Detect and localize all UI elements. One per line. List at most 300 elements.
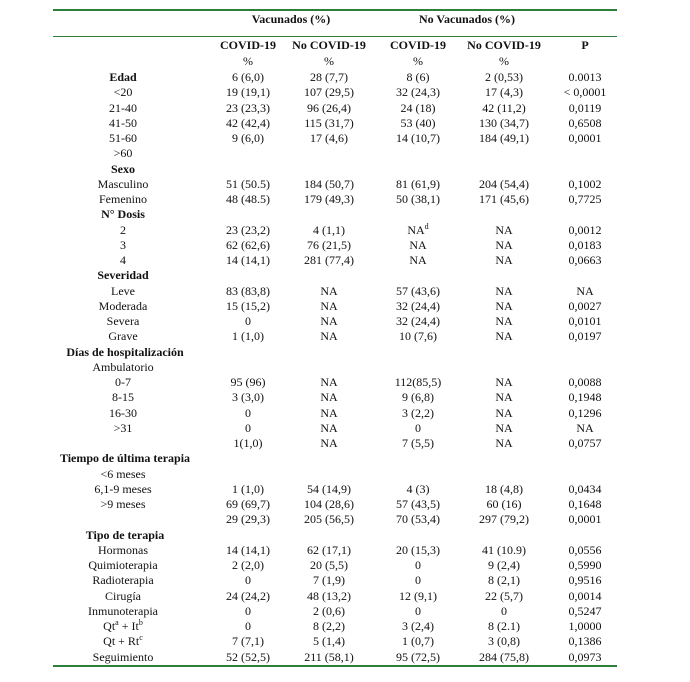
- table-cell: [289, 497, 369, 512]
- table-row: [53, 101, 617, 116]
- section-label: N° Dosis: [101, 207, 145, 222]
- table-row: [53, 619, 617, 634]
- table-row: [53, 360, 617, 375]
- bottom-rule: [53, 665, 617, 667]
- table-row: [53, 162, 617, 177]
- cell-value: 50 (38,1): [396, 192, 440, 206]
- cell-value: 14 (14,1): [226, 542, 270, 557]
- table-cell: [289, 131, 369, 146]
- table-cell: [383, 650, 453, 665]
- cell-value: NA: [320, 314, 338, 328]
- table-row: [53, 543, 617, 558]
- table-row: [53, 253, 617, 268]
- table-cell: [289, 650, 369, 665]
- cell-value: 0.0013: [568, 70, 602, 84]
- cell-value: 8 (2,2): [313, 619, 345, 633]
- col-header: No COVID-19: [292, 38, 366, 52]
- col-header: P: [581, 38, 589, 52]
- cell-value: 83 (83,8): [226, 283, 270, 298]
- cell-value: 0: [415, 603, 421, 618]
- table-cell: [459, 558, 549, 573]
- table-row: [53, 482, 617, 497]
- table-cell: [383, 70, 453, 85]
- table-cell: [459, 177, 549, 192]
- cell-value: 1 (1,0): [232, 329, 264, 344]
- table-cell: [553, 329, 617, 344]
- row-label: Quimioterapia: [88, 558, 158, 572]
- cell-value: 24 (24,2): [226, 588, 270, 603]
- table-cell: [553, 543, 617, 558]
- table-row: [53, 223, 617, 238]
- table-cell: [553, 314, 617, 329]
- table-row: [53, 436, 617, 451]
- cell-value: 24 (18): [400, 100, 436, 115]
- table-cell: [213, 589, 283, 604]
- table-cell: [213, 314, 283, 329]
- cell-value: NA: [576, 283, 594, 298]
- table-cell: [213, 421, 283, 436]
- cell-value: 0,0119: [568, 100, 602, 115]
- cell-value: NA: [320, 390, 338, 405]
- table-cell: [213, 390, 283, 405]
- table-cell: [289, 70, 369, 85]
- row-label: Cirugía: [105, 588, 141, 603]
- cell-value: NA: [320, 420, 338, 435]
- cell-value: 1(1,0): [233, 436, 263, 450]
- cell-value: 284 (75,8): [479, 649, 529, 664]
- cell-value: 52 (52,5): [226, 649, 270, 664]
- cell-value: 0,1386: [568, 634, 602, 649]
- group-vacunados: Vacunados (%): [251, 12, 331, 26]
- table-cell: [459, 253, 549, 268]
- table-row: [53, 451, 617, 466]
- cell-value: 0,0001: [568, 131, 602, 145]
- cell-value: 3 (3,0): [232, 390, 264, 405]
- table-cell: [383, 543, 453, 558]
- row-label: Inmunoterapia: [88, 603, 158, 618]
- table-cell: [213, 375, 283, 390]
- cell-value: 60 (16): [486, 497, 522, 511]
- cell-value: NA: [409, 237, 427, 252]
- table-cell: [383, 192, 453, 207]
- cell-value: 57 (43,5): [396, 497, 440, 511]
- table-cell: [383, 329, 453, 344]
- col-unit: %: [413, 54, 423, 68]
- table-cell: [553, 223, 617, 238]
- cell-value: 57 (43,6): [396, 283, 440, 298]
- table-cell: [289, 375, 369, 390]
- cell-value: 20 (15,3): [396, 542, 440, 557]
- cell-value: 20 (5,5): [310, 558, 348, 572]
- cell-value: NA: [495, 436, 513, 450]
- cell-value: 14 (10,7): [396, 131, 440, 145]
- table-cell: [383, 116, 453, 131]
- table-cell: [553, 436, 617, 451]
- table-cell: [459, 512, 549, 527]
- cell-value: 28 (7,7): [310, 70, 348, 84]
- table-cell: [213, 329, 283, 344]
- table-cell: [553, 573, 617, 588]
- cell-value: 0,0197: [568, 329, 602, 344]
- table-cell: [289, 390, 369, 405]
- table-cell: [383, 634, 453, 649]
- cell-value: 0: [245, 405, 251, 420]
- top-rule: [53, 9, 617, 11]
- row-label: 4: [120, 253, 126, 267]
- cell-value: 205 (56,5): [304, 512, 354, 527]
- table-row: [53, 85, 617, 100]
- table-row: [53, 177, 617, 192]
- cell-value: NA: [320, 436, 338, 450]
- table-cell: [289, 482, 369, 497]
- table-cell: [553, 284, 617, 299]
- unit-row: [53, 54, 617, 69]
- row-label: [53, 634, 193, 649]
- table-cell: [289, 604, 369, 619]
- cell-value: 0,0757: [568, 436, 602, 450]
- section-label: Sexo: [111, 161, 135, 176]
- table-cell: [459, 604, 549, 619]
- table-cell: [289, 634, 369, 649]
- table-cell: [459, 421, 549, 436]
- table-cell: [383, 558, 453, 573]
- group-header-row: [53, 12, 617, 27]
- table-cell: [289, 192, 369, 207]
- table-cell: [213, 558, 283, 573]
- section-label: Edad: [109, 70, 137, 84]
- cell-value: 32 (24,4): [396, 298, 440, 313]
- table-cell: [213, 650, 283, 665]
- table-cell: [553, 70, 617, 85]
- table-cell: [289, 329, 369, 344]
- cell-value: 1 (1,0): [232, 481, 264, 496]
- cell-value: NA: [320, 405, 338, 420]
- table-cell: [213, 131, 283, 146]
- cell-value: 0: [415, 420, 421, 435]
- row-label: 2: [120, 222, 126, 237]
- table-row: [53, 390, 617, 405]
- cell-value: NA: [495, 405, 513, 420]
- row-label: >60: [113, 146, 133, 161]
- cell-value: 53 (40): [400, 115, 436, 130]
- cell-value: 204 (54,4): [479, 176, 529, 191]
- cell-value: 0,0183: [568, 237, 602, 252]
- table-cell: [213, 223, 283, 238]
- cell-value: 14 (14,1): [226, 253, 270, 267]
- row-label: Masculino: [97, 176, 149, 191]
- table-cell: [553, 131, 617, 146]
- table-cell: [459, 482, 549, 497]
- table-cell: [459, 85, 549, 100]
- cell-value: 22 (5,7): [485, 588, 523, 603]
- table-cell: [383, 406, 453, 421]
- table-cell: [289, 406, 369, 421]
- cell-value: 0,0434: [568, 481, 602, 496]
- table-cell: [459, 116, 549, 131]
- row-label: 16-30: [109, 405, 137, 420]
- cell-value: 130 (34,7): [479, 115, 529, 130]
- table-cell: [213, 512, 283, 527]
- cell-value: 0,6508: [568, 115, 602, 130]
- table-cell: [459, 406, 549, 421]
- table-cell: [383, 604, 453, 619]
- table-row: [53, 238, 617, 253]
- table-cell: [459, 375, 549, 390]
- table-cell: [553, 85, 617, 100]
- table-cell: [383, 101, 453, 116]
- row-label: Hormonas: [98, 542, 148, 557]
- cell-value: NA: [495, 237, 513, 252]
- cell-value: 95 (96): [230, 375, 266, 389]
- table-cell: [459, 573, 549, 588]
- table-cell: [553, 238, 617, 253]
- table-cell: [289, 543, 369, 558]
- table-cell: [383, 512, 453, 527]
- cell-value: 0,0088: [568, 375, 602, 389]
- section-label: Severidad: [97, 268, 149, 283]
- cell-value: NA: [495, 222, 513, 237]
- cell-value: 112(85,5): [394, 375, 442, 389]
- cell-value: NA: [320, 283, 338, 298]
- table-cell: [383, 573, 453, 588]
- table-cell: [289, 314, 369, 329]
- table-cell: [213, 406, 283, 421]
- cell-value: 8 (2,1): [488, 573, 520, 588]
- table-cell: [383, 314, 453, 329]
- table-cell: [213, 192, 283, 207]
- column-header-row: [53, 38, 617, 53]
- table-cell: [289, 421, 369, 436]
- cell-value: 104 (28,6): [304, 497, 354, 511]
- cell-value: 62 (62,6): [226, 237, 270, 252]
- cell-value: 42 (42,4): [226, 115, 270, 130]
- row-label: 6,1-9 meses: [94, 481, 152, 496]
- cell-value: 0: [245, 573, 251, 588]
- cell-value: 9 (6,0): [232, 131, 264, 145]
- table-row: [53, 146, 617, 161]
- cell-value: 0,1296: [568, 405, 602, 420]
- table-row: [53, 421, 617, 436]
- cell-value: 0: [245, 603, 251, 618]
- table-cell: [553, 482, 617, 497]
- cell-value: 0,5247: [568, 603, 602, 618]
- section-label: Tipo de terapia: [85, 527, 165, 542]
- table-cell: [459, 223, 549, 238]
- table-cell: [459, 70, 549, 85]
- table-cell: [553, 253, 617, 268]
- col-header: COVID-19: [220, 38, 276, 52]
- col-unit: %: [243, 54, 253, 68]
- table-cell: [383, 223, 453, 238]
- table-cell: [213, 70, 283, 85]
- table-row: [53, 375, 617, 390]
- cell-value: 0,0663: [568, 253, 602, 267]
- cell-value: NA: [576, 420, 594, 435]
- table-cell: [553, 604, 617, 619]
- cell-value: 0,0556: [568, 542, 602, 557]
- table-row: [53, 497, 617, 512]
- cell-value: 17 (4,3): [485, 85, 523, 100]
- table-row: [53, 345, 617, 360]
- row-label: 0-7: [115, 375, 131, 389]
- table-cell: [383, 284, 453, 299]
- table-cell: [289, 116, 369, 131]
- table-cell: [383, 85, 453, 100]
- group-no-vacunados: No Vacunados (%): [418, 12, 516, 26]
- cell-value: 184 (50,7): [304, 176, 354, 191]
- table-cell: [553, 589, 617, 604]
- row-label: 3: [120, 237, 126, 252]
- cell-value: 76 (21,5): [307, 237, 351, 252]
- cell-value: 171 (45,6): [479, 192, 529, 206]
- table-cell: [289, 299, 369, 314]
- cell-value: 0,0014: [568, 588, 602, 603]
- table-cell: [553, 406, 617, 421]
- table-cell: [289, 512, 369, 527]
- cell-value: 17 (4,6): [310, 131, 348, 145]
- cell-value: 18 (4,8): [485, 481, 523, 496]
- table-cell: [459, 436, 549, 451]
- row-label: 41-50: [109, 115, 137, 130]
- table-row: [53, 558, 617, 573]
- table-cell: [289, 238, 369, 253]
- cell-value: 54 (14,9): [307, 481, 351, 496]
- col-unit: %: [324, 54, 334, 68]
- row-label: Leve: [111, 283, 135, 298]
- row-label: 8-15: [112, 390, 134, 405]
- cell-value: 23 (23,3): [226, 100, 270, 115]
- table-cell: [213, 177, 283, 192]
- table-cell: [553, 192, 617, 207]
- cell-value: 1,0000: [568, 619, 602, 633]
- cell-value: NA: [407, 222, 425, 237]
- cell-value: 8 (2.1): [488, 619, 520, 633]
- cell-value: 7 (1,9): [313, 573, 345, 588]
- table-cell: [213, 604, 283, 619]
- section-label: Tiempo de última terapia: [59, 451, 191, 466]
- table-cell: [553, 497, 617, 512]
- table-cell: [459, 131, 549, 146]
- row-label: >9 meses: [100, 497, 146, 511]
- cell-value: 5 (1,4): [313, 634, 345, 649]
- table-row: [53, 299, 617, 314]
- cell-value: < 0,0001: [563, 85, 607, 100]
- cell-value: 115 (31,7): [304, 115, 354, 130]
- table-row: [53, 604, 617, 619]
- cell-value: 10 (7,6): [399, 329, 437, 344]
- cell-value: 281 (77,4): [304, 253, 354, 267]
- cell-value: 51 (50.5): [226, 176, 270, 191]
- cell-value: NA: [495, 375, 513, 389]
- cell-value: 0,1948: [568, 390, 602, 405]
- table-cell: [459, 314, 549, 329]
- cell-value: NA: [495, 283, 513, 298]
- cell-value: 0,1648: [568, 497, 602, 511]
- table-cell: [289, 253, 369, 268]
- table-cell: [553, 375, 617, 390]
- table-row: [53, 268, 617, 283]
- cell-value: NA: [409, 253, 427, 267]
- col-unit: %: [499, 54, 509, 68]
- cell-value: 0,5990: [568, 558, 602, 572]
- cell-value: 297 (79,2): [479, 512, 529, 527]
- cell-value: 0,9516: [568, 573, 602, 588]
- table-cell: [459, 192, 549, 207]
- cell-value: NA: [495, 253, 513, 267]
- table-row: [53, 70, 617, 85]
- cell-value: 0,7725: [568, 192, 602, 206]
- table-cell: [213, 573, 283, 588]
- row-label-visible: $Qt + Rt^c$: [103, 633, 143, 649]
- cell-value: 15 (15,2): [226, 298, 270, 313]
- cell-value: 2 (0,53): [485, 70, 523, 84]
- row-label: Grave: [108, 329, 138, 344]
- table-cell: [553, 421, 617, 436]
- table-row: [53, 314, 617, 329]
- table-cell: [383, 253, 453, 268]
- table-cell: [459, 650, 549, 665]
- table-cell: [213, 238, 283, 253]
- table-cell: [459, 589, 549, 604]
- cell-value: 179 (49,3): [304, 192, 354, 206]
- cell-value: 2 (2,0): [232, 558, 264, 572]
- table-cell: [289, 284, 369, 299]
- table-row: [53, 512, 617, 527]
- section-label: Días de hospitalización: [66, 344, 184, 359]
- table-cell: [289, 558, 369, 573]
- table-row: [53, 192, 617, 207]
- table-cell: [213, 634, 283, 649]
- cell-value: 0,0012: [568, 222, 602, 237]
- table-cell: [289, 177, 369, 192]
- cell-value: 0: [245, 314, 251, 328]
- cell-value: 107 (29,5): [304, 85, 354, 100]
- cell-value: 6 (6,0): [232, 70, 264, 84]
- table-cell: [289, 436, 369, 451]
- table-cell: [213, 85, 283, 100]
- row-label: Severa: [106, 314, 140, 328]
- table-cell: [459, 497, 549, 512]
- row-label-visible: $Qt^a + It^b$: [103, 618, 143, 633]
- cell-value: 0: [501, 603, 507, 618]
- cell-value: 42 (11,2): [482, 100, 526, 115]
- table-cell: [553, 116, 617, 131]
- table-cell: [213, 253, 283, 268]
- header-divider: [53, 36, 617, 37]
- table-cell: [383, 482, 453, 497]
- table-cell: [289, 223, 369, 238]
- cell-value: 211 (58,1): [304, 649, 354, 664]
- cell-value: 0: [415, 558, 421, 572]
- table-cell: [383, 299, 453, 314]
- table-cell: [553, 558, 617, 573]
- cell-value: 7 (7,1): [232, 634, 264, 649]
- table-cell: [459, 634, 549, 649]
- row-label: <20: [113, 85, 133, 100]
- row-label: Femenino: [99, 192, 147, 206]
- cell-value: NA: [495, 298, 513, 313]
- table-cell: [383, 619, 453, 634]
- cell-value: 8 (6): [406, 70, 430, 84]
- cell-value: NA: [320, 375, 338, 389]
- row-label: Moderada: [98, 298, 148, 313]
- table-cell: [459, 101, 549, 116]
- table-cell: [213, 482, 283, 497]
- cell-value: NA: [495, 390, 513, 405]
- table-row: [53, 528, 617, 543]
- cell-value: NA: [320, 298, 338, 313]
- row-label: <6 meses: [100, 466, 146, 481]
